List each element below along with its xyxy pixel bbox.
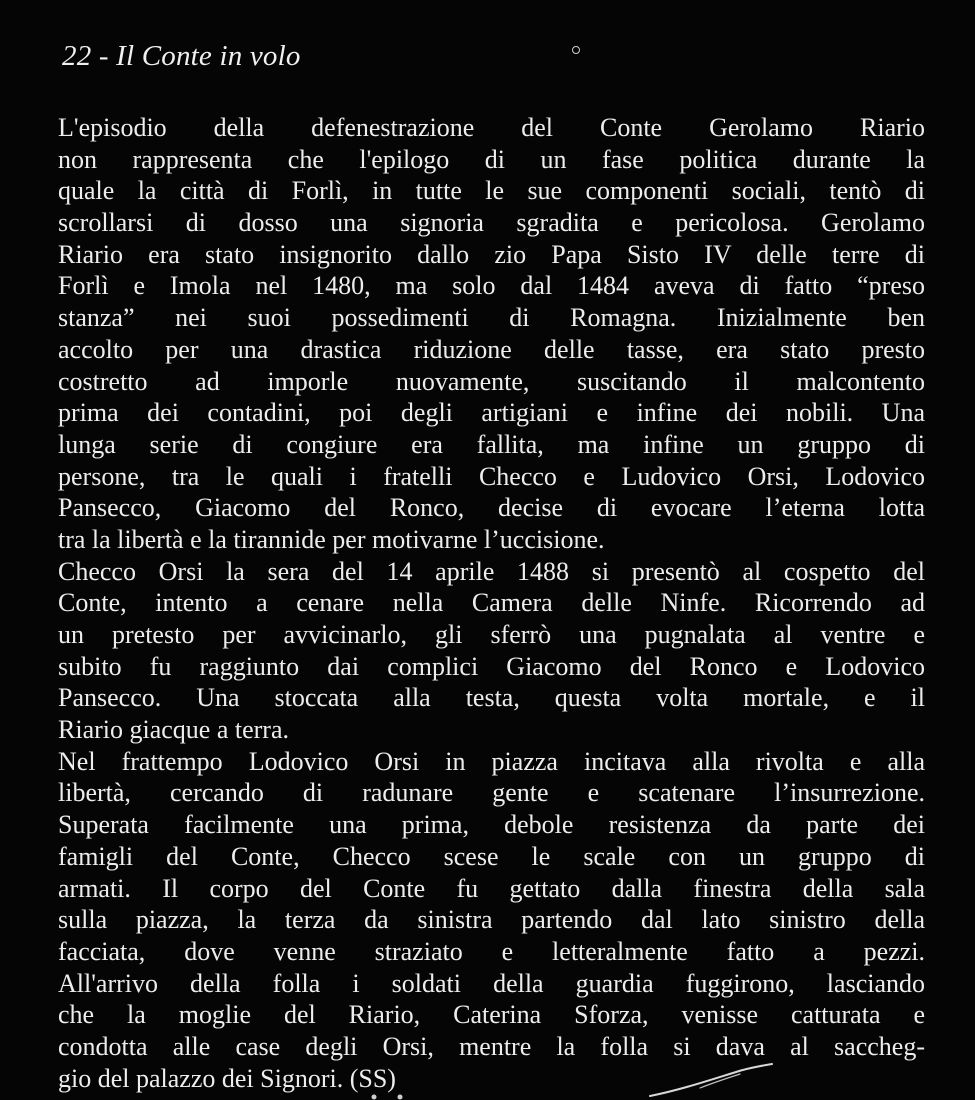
text-line: prima dei contadini, poi degli artigiani e infine dei nobili. Una — [58, 398, 925, 428]
text-line: Conte, intento a cenare nella Camera delle Ninfe. Ricorrendo ad — [58, 588, 925, 618]
text-line: Checco Orsi la sera del 14 aprile 1488 si presentò al cospetto del — [58, 556, 925, 586]
text-line: scrollarsi di dosso una signoria sgradita e pericolosa. Gerolamo — [58, 208, 925, 238]
text-line: Pansecco. Una stoccata alla testa, questa volta mortale, e il — [58, 683, 925, 713]
text-line: Nel frattempo Lodovico Orsi in piazza incitava alla rivolta e alla — [58, 746, 925, 776]
text-line: tra la libertà e la tirannide per motivarne l’uccisione. — [58, 524, 605, 554]
text-line: facciata, dove venne straziato e letteralmente fatto a pezzi. — [58, 936, 925, 966]
paragraph-1 — [58, 112, 925, 556]
body-text — [58, 112, 925, 1094]
page-dot-mark — [572, 46, 580, 54]
text-line: Forlì e Imola nel 1480, ma solo dal 1484 aveva di fatto “preso — [58, 271, 925, 301]
text-line: che la moglie del Riario, Caterina Sforza, venisse catturata e — [58, 1000, 925, 1030]
text-line: Riario giacque a terra. — [58, 715, 289, 745]
bottom-edge-mark-icon — [360, 1088, 420, 1100]
text-line: gio del palazzo dei Signori. (SS) — [58, 1063, 396, 1093]
text-line: armati. Il corpo del Conte fu gettato dalla finestra della sala — [58, 873, 925, 903]
text-line: quale la città di Forlì, in tutte le sue componenti sociali, tentò di — [58, 176, 925, 206]
text-line: libertà, cercando di radunare gente e scatenare l’insurrezione. — [58, 778, 925, 808]
paragraph-2 — [58, 556, 925, 746]
text-line: non rappresenta che l'epilogo di un fase politica durante la — [58, 144, 925, 174]
text-line: stanza” nei suoi possedimenti di Romagna. Inizialmente ben — [58, 303, 925, 333]
text-line: costretto ad imporle nuovamente, suscitando il malcontento — [58, 366, 925, 396]
text-line: sulla piazza, la terza da sinistra partendo dal lato sinistro della — [58, 905, 925, 935]
chapter-title: 22 - Il Conte in volo — [62, 40, 301, 72]
text-line: All'arrivo della folla i soldati della guardia fuggirono, lasciando — [58, 968, 925, 998]
text-line: accolto per una drastica riduzione delle tasse, era stato presto — [58, 334, 925, 364]
text-line: L'episodio della defenestrazione del Conte Gerolamo Riario — [58, 113, 925, 142]
text-line: Superata facilmente una prima, debole resistenza da parte dei — [58, 810, 925, 840]
text-line: un pretesto per avvicinarlo, gli sferrò una pugnalata al ventre e — [58, 620, 925, 649]
text-line: Pansecco, Giacomo del Ronco, decise di evocare l’eterna lotta — [58, 493, 925, 523]
paragraph-3 — [58, 746, 925, 1095]
text-line: lunga serie di congiure era fallita, ma infine un gruppo di — [58, 429, 925, 459]
text-line: Riario era stato insignorito dallo zio Papa Sisto IV delle terre di — [58, 239, 925, 269]
text-line: subito fu raggiunto dai complici Giacomo del Ronco e Lodovico — [58, 651, 925, 681]
text-line: condotta alle case degli Orsi, mentre la folla si dava al saccheg- — [58, 1031, 925, 1061]
text-line: famigli del Conte, Checco scese le scale con un gruppo di — [58, 841, 925, 871]
decorative-flourish-icon — [640, 1060, 780, 1100]
text-line: persone, tra le quali i fratelli Checco e Ludovico Orsi, Lodovico — [58, 461, 925, 491]
